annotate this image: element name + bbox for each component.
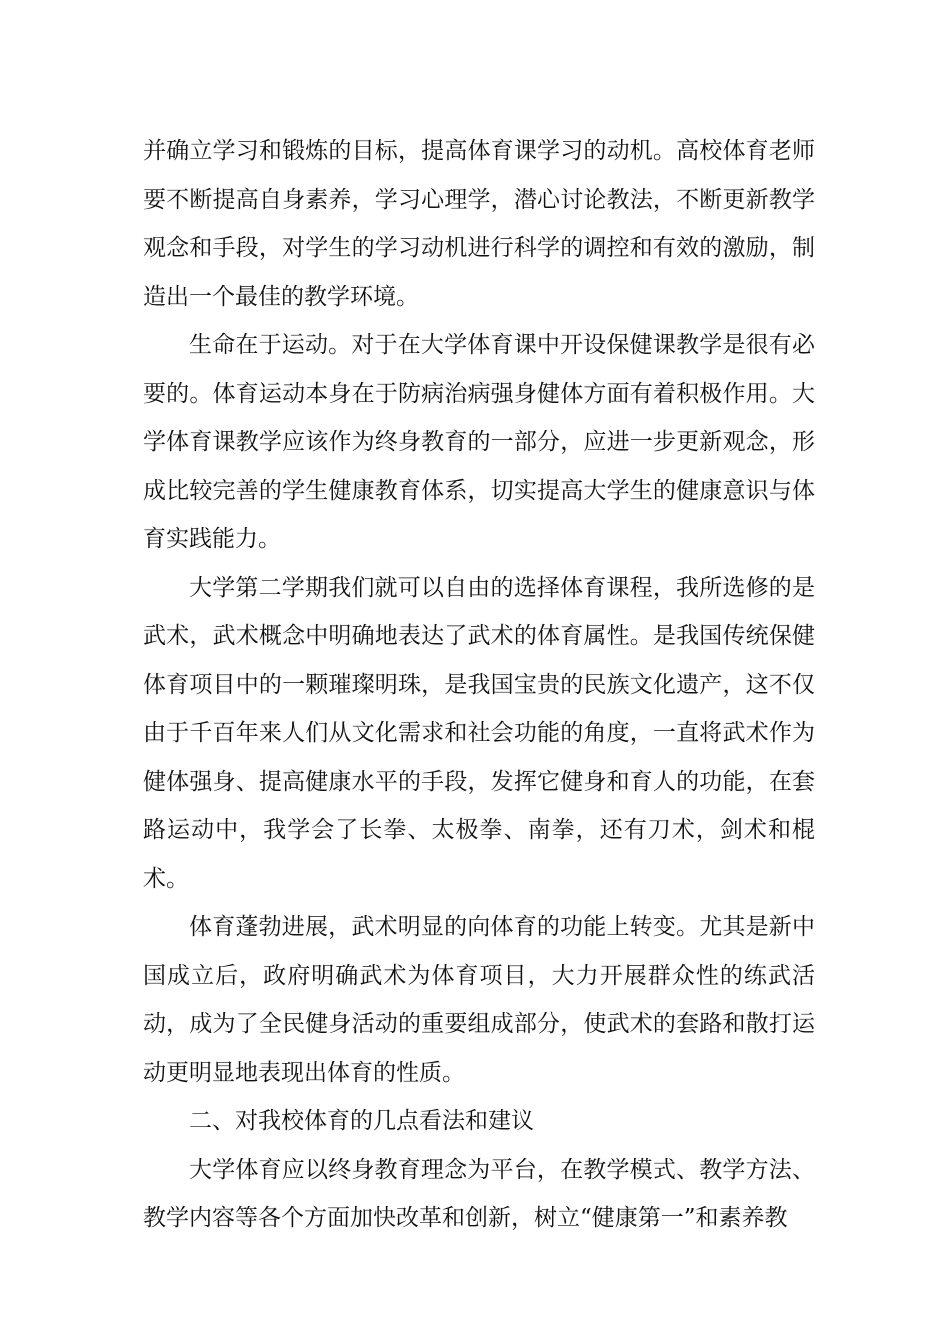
- paragraph-health-education: 生命在于运动。对于在大学体育课中开设保健课教学是很有必要的。体育运动本身在于防病治病强身健体方面有着积极作用。大学体育课教学应该作为终身教育的一部分，应进一步更新观念，形成比较完善的学生健康教育体系，切实提高大学生的健康意识与体育实践能力。: [143, 332, 815, 552]
- paragraph-sports-development: 体育蓬勃进展，武术明显的向体育的功能上转变。尤其是新中国成立后，政府明确武术为体育项目，大力开展群众性的练武活动，成为了全民健身活动的重要组成部分，使武术的套路和散打运动更明显地表现出体育的性质。: [143, 914, 815, 1086]
- document-body: [143, 127, 815, 1243]
- paragraph-martial-arts: 大学第二学期我们就可以自由的选择体育课程，我所选修的是武术，武术概念中明确地表达了武术的体育属性。是我国传统保健体育项目中的一颗璀璨明珠，是我国宝贵的民族文化遗产，这不仅由于千百年来人们从文化需求和社会功能的角度，一直将武术作为健体强身、提高健康水平的手段，发挥它健身和育人的功能，在套路运动中，我学会了长拳、太极拳、南拳，还有刀术，剑术和棍术。: [143, 574, 815, 892]
- paragraph-reform: 大学体育应以终身教育理念为平台，在教学模式、教学方法、教学内容等各个方面加快改革和创新，树立“健康第一”和素养教: [143, 1156, 815, 1231]
- section-heading: 二、对我校体育的几点看法和建议: [189, 1108, 534, 1134]
- paragraph-continuation: 并确立学习和锻炼的目标，提高体育课学习的动机。高校体育老师要不断提高自身素养，学习心理学，潜心讨论教法，不断更新教学观念和手段，对学生的学习动机进行科学的调控和有效的激励，制造出一个最佳的教学环境。: [143, 138, 815, 310]
